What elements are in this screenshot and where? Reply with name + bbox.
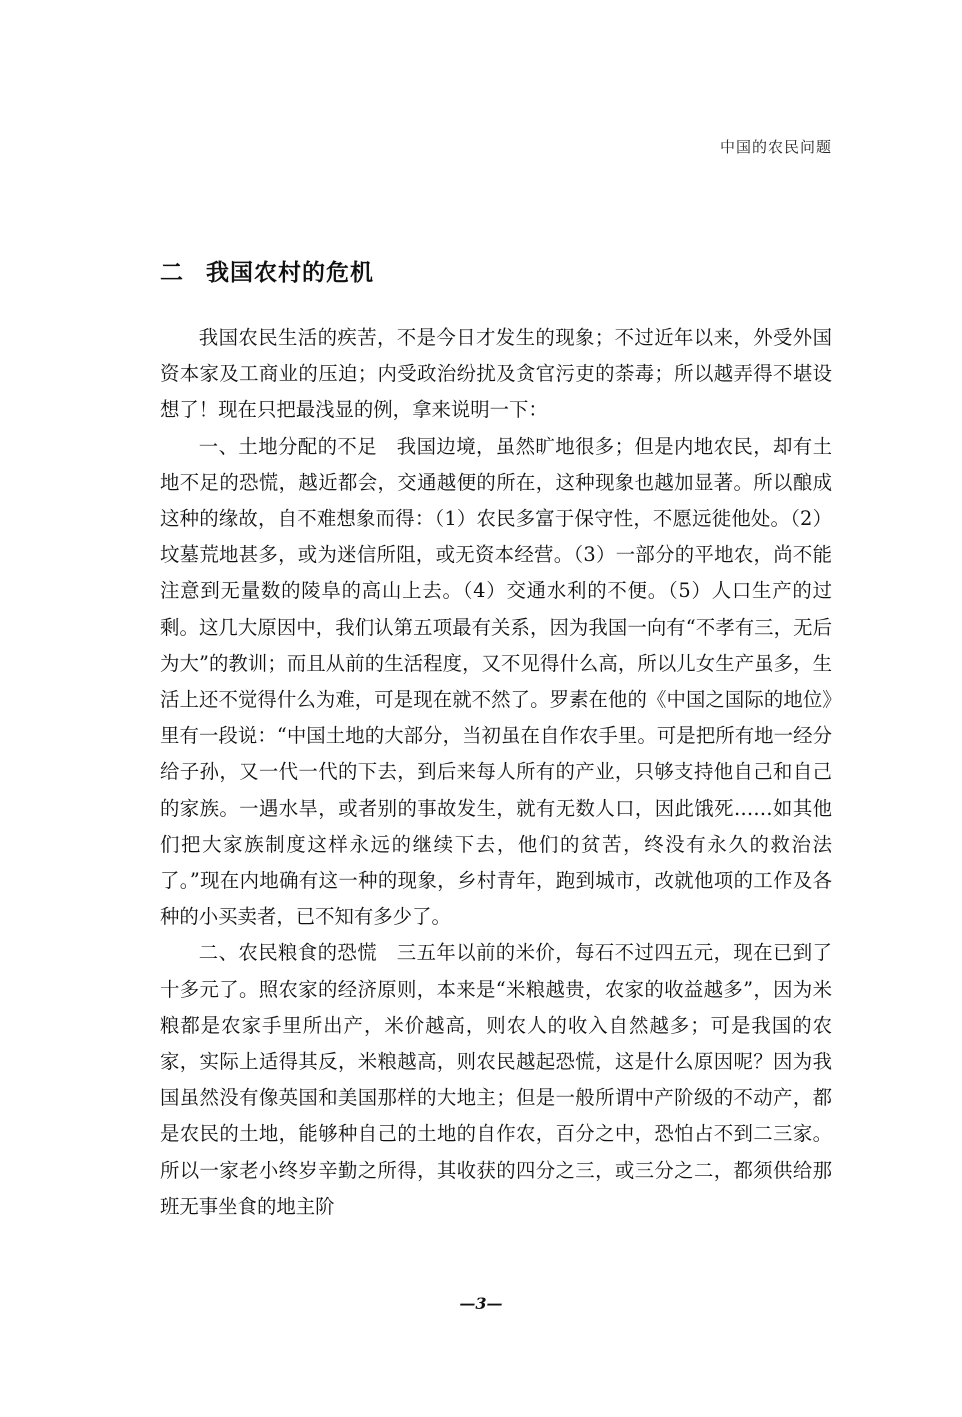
section-title [160,254,374,287]
section-title-text: 我国农村的危机 [206,260,374,286]
running-head: 中国的农民问题 [719,138,832,156]
paragraph: 一、土地分配的不足 我国边境，虽然旷地很多；但是内地农民，却有土地不足的恐慌，越近都会，交通越便的所在，这种现象也越加显著。所以酿成这种的缘故，自不难想象而得：（1）农民多富于保守性，不愿远徙他处。（2）坟墓荒地甚多，或为迷信所阻，或无资本经营。（3）一部分的平地农，尚不能注意到无量数的陵阜的高山上去。（4）交通水利的不便。（5）人口生产的过剩。这几大原因中，我们认第五项最有关系，因为我国一向有“不孝有三，无后为大”的教训；而且从前的生活程度，又不见得什么高，所以儿女生产虽多，生活上还不觉得什么为难，可是现在就不然了。罗素在他的《中国之国际的地位》里有一段说：“中国土地的大部分，当初虽在自作农手里。可是把所有地一经分给子孙，又一代一代的下去，到后来每人所有的产业，只够支持他自己和自己的家族。一遇水旱，或者别的事故发生，就有无数人口，因此饿死……如其他们把大家族制度这样永远的继续下去，他们的贫苦，终没有永久的救治法了。”现在内地确有这一种的现象，乡村青年，跑到城市，改就他项的工作及各种的小买卖者，已不知有多少了。 [160,434,832,929]
page-number: —3— [459,1294,503,1313]
paragraph: 我国农民生活的疾苦，不是今日才发生的现象；不过近年以来，外受外国资本家及工商业的压迫；内受政治纷扰及贪官污吏的荼毒；所以越弄得不堪设想了！现在只把最浅显的例，拿来说明一下： [160,326,832,422]
body-text [160,320,832,1225]
section-number: 二 [160,260,184,286]
paragraph: 二、农民粮食的恐慌 三五年以前的米价，每石不过四五元，现在已到了十多元了。照农家的经济原则，本来是“米粮越贵，农家的收益越多”，因为米粮都是农家手里所出产，米价越高，则农人的收入自然越多；可是我国的农家，实际上适得其反，米粮越高，则农民越起恐慌，这是什么原因呢？因为我国虽然没有像英国和美国那样的大地主；但是一般所谓中产阶级的不动产，都是农民的土地，能够种自己的土地的自作农，百分之中，恐怕占不到二三家。所以一家老小终岁辛勤之所得，其收获的四分之三，或三分之二，都须供给那班无事坐食的地主阶 [160,941,832,1218]
